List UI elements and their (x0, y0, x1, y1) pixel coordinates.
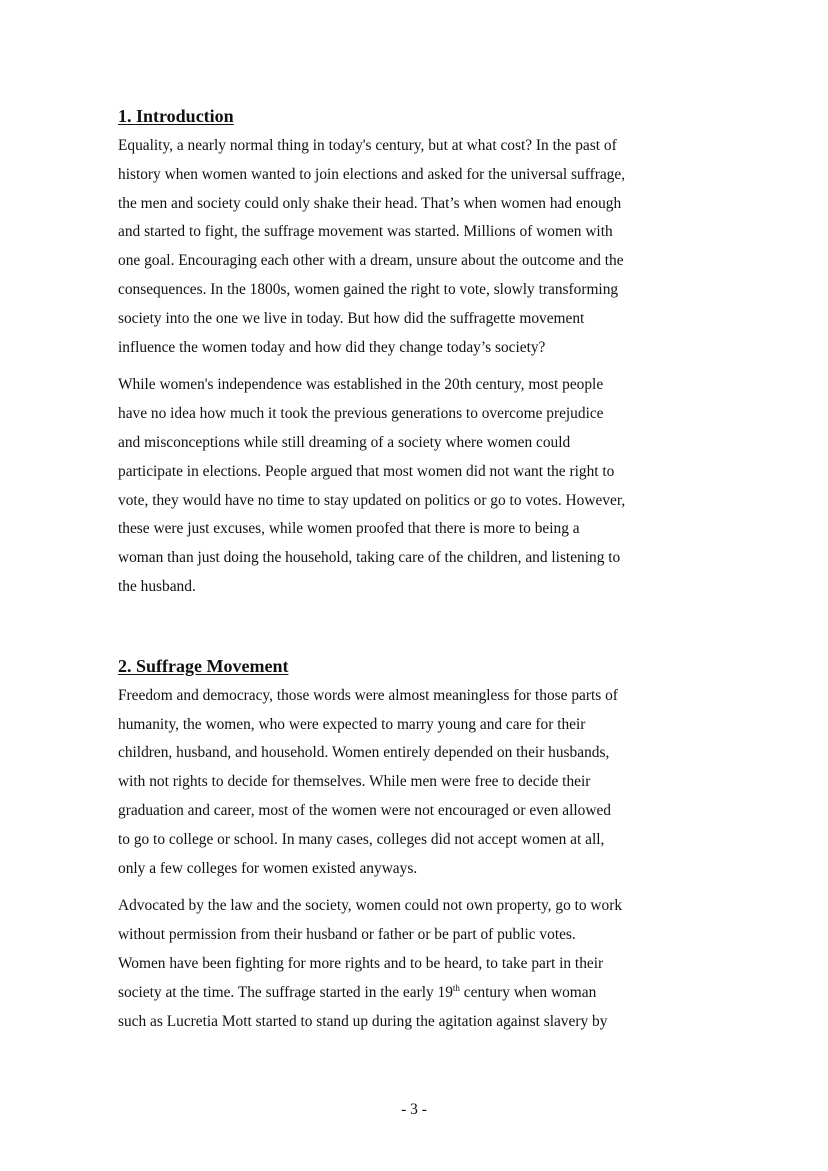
text-line: Equality, a nearly normal thing in today's century, but at what cost? In the past of (118, 137, 617, 154)
text-line: have no idea how much it took the previous generations to overcome prejudice (118, 405, 604, 423)
text-line: one goal. Encouraging each other with a dream, unsure about the outcome and the (118, 252, 624, 270)
text-line: society into the one we live in today. But how did the suffragette movement (118, 309, 585, 327)
text-line: history when women wanted to join elections and asked for the universal suffrage, (118, 165, 626, 183)
paragraph (118, 371, 678, 601)
document-body (118, 104, 678, 1045)
text-line: Advocated by the law and the society, women could not own property, go to work (118, 897, 623, 915)
text-line: these were just excuses, while women proofed that there is more to being a (118, 520, 580, 538)
text-line: with not rights to decide for themselves. While men were free to decide their (118, 773, 591, 791)
text-line: to go to college or school. In many cases, colleges did not accept women at all, (118, 830, 605, 848)
superscript: th (452, 982, 460, 993)
text-line: children, husband, and household. Women entirely depended on their husbands, (118, 744, 610, 762)
text-line: woman than just doing the household, taking care of the children, and listening to (118, 549, 621, 567)
text-line-with-superscript (118, 979, 678, 1008)
page-number: - 3 - (401, 1101, 427, 1118)
text-line: humanity, the women, who were expected to marry young and care for their (118, 715, 586, 733)
section-heading: 1. Introduction (118, 106, 234, 126)
text-line: influence the women today and how did they change today’s society? (118, 338, 546, 356)
section-suffrage-movement (118, 654, 678, 1037)
section-introduction (118, 104, 678, 602)
text-line: and misconceptions while still dreaming of a society where women could (118, 433, 571, 451)
text-fragment: society at the time. The suffrage started in the early 19 (118, 983, 453, 1001)
paragraph (118, 892, 678, 1036)
text-line: While women's independence was established in the 20th century, most people (118, 376, 604, 394)
text-line: only a few colleges for women existed anyways. (118, 859, 418, 877)
text-line: Freedom and democracy, those words were almost meaningless for those parts of (118, 686, 618, 704)
text-line: consequences. In the 1800s, women gained the right to vote, slowly transforming (118, 280, 619, 298)
section-heading: 2. Suffrage Movement (118, 655, 289, 676)
text-line: Women have been fighting for more rights and to be heard, to take part in their (118, 954, 604, 972)
text-line: such as Lucretia Mott started to stand up during the agitation against slavery by (118, 1012, 608, 1030)
text-line: participate in elections. People argued that most women did not want the right to (118, 462, 615, 480)
text-fragment: century when woman (459, 983, 597, 1001)
text-line: without permission from their husband or father or be part of public votes. (118, 926, 576, 944)
text-line: the men and society could only shake their head. That’s when women had enough (118, 194, 622, 212)
text-line: the husband. (118, 577, 196, 595)
text-line: and started to fight, the suffrage movement was started. Millions of women with (118, 223, 613, 241)
paragraph (118, 132, 678, 362)
paragraph (118, 682, 678, 884)
text-line: graduation and career, most of the women were not encouraged or even allowed (118, 801, 611, 819)
text-line: vote, they would have no time to stay updated on politics or go to votes. However, (118, 491, 626, 509)
